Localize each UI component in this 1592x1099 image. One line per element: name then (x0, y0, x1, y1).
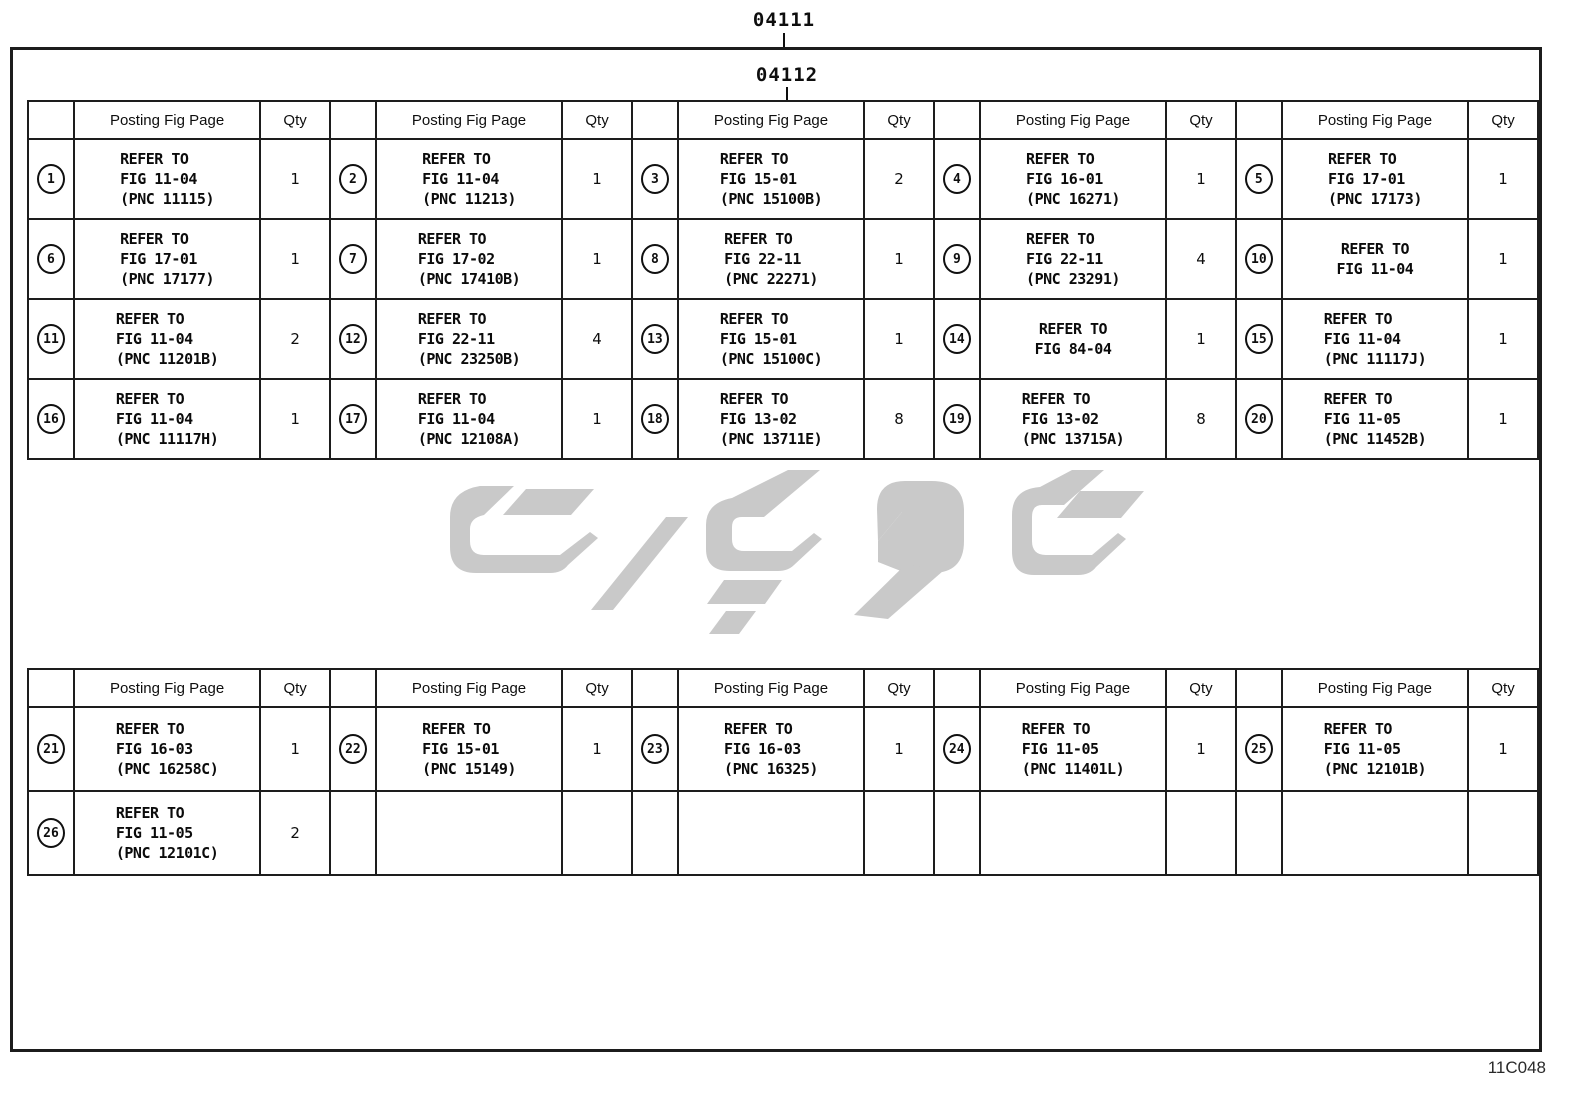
qty-cell: 1 (562, 139, 632, 219)
ref-line: (PNC 12108A) (417, 430, 521, 448)
item-number-cell (632, 139, 678, 219)
item-number-badge: 1 (37, 164, 65, 194)
item-number-cell (28, 139, 74, 219)
col-header-posting-fig-page: Posting Fig Page (678, 669, 864, 707)
qty-cell: 1 (260, 139, 330, 219)
posting-fig-cell (74, 139, 260, 219)
item-number-badge: 21 (37, 734, 65, 764)
col-header-qty: Qty (562, 101, 632, 139)
col-header-posting-fig-page: Posting Fig Page (376, 669, 562, 707)
item-number-cell (632, 379, 678, 459)
qty-cell: 4 (562, 299, 632, 379)
ref-line: (PNC 11213) (422, 190, 516, 208)
ref-line: (PNC 11401L) (1021, 760, 1125, 778)
posting-fig-ref (120, 149, 214, 209)
ref-line: FIG 22-11 (724, 250, 801, 268)
qty-cell: 1 (1468, 379, 1538, 459)
col-header-index (1236, 669, 1282, 707)
col-header-qty: Qty (1468, 101, 1538, 139)
posting-fig-ref (1026, 149, 1120, 209)
ref-line: REFER TO (719, 150, 789, 168)
ref-line: (PNC 16271) (1026, 190, 1120, 208)
ref-line: REFER TO (422, 150, 491, 168)
ref-line: REFER TO (1323, 720, 1392, 738)
posting-fig-cell (980, 791, 1166, 875)
item-number-cell (934, 299, 980, 379)
ref-line: FIG 22-11 (1026, 250, 1103, 268)
ref-line: FIG 11-04 (1323, 330, 1401, 348)
item-number-cell (632, 299, 678, 379)
qty-cell: 1 (1468, 299, 1538, 379)
ref-line: FIG 11-05 (1323, 410, 1401, 428)
posting-fig-ref (422, 719, 516, 779)
item-number-badge: 23 (641, 734, 669, 764)
item-number-badge: 5 (1245, 164, 1273, 194)
posting-fig-ref (418, 229, 520, 289)
posting-fig-cell (678, 139, 864, 219)
ref-line: REFER TO (120, 150, 189, 168)
qty-cell: 1 (1468, 707, 1538, 791)
item-number-cell (28, 379, 74, 459)
item-number-cell (1236, 299, 1282, 379)
item-number-badge: 20 (1245, 404, 1273, 434)
ref-line: REFER TO (417, 390, 487, 408)
item-number-cell (934, 379, 980, 459)
section-code-04112: 04112 (755, 64, 819, 86)
ref-line: (PNC 22271) (724, 270, 818, 288)
posting-fig-ref (116, 309, 218, 369)
qty-cell: 1 (562, 219, 632, 299)
qty-cell: 1 (1166, 707, 1236, 791)
item-number-cell (330, 139, 376, 219)
posting-fig-cell (980, 219, 1166, 299)
qty-cell: 1 (260, 707, 330, 791)
posting-fig-ref (720, 389, 822, 449)
col-header-qty: Qty (1166, 101, 1236, 139)
item-number-badge: 3 (641, 164, 669, 194)
col-header-qty: Qty (260, 101, 330, 139)
ref-line: FIG 16-03 (115, 740, 193, 758)
posting-fig-cell (1282, 299, 1468, 379)
posting-fig-ref (1324, 309, 1426, 369)
ref-line: REFER TO (1026, 150, 1095, 168)
ref-line: REFER TO (1323, 390, 1392, 408)
item-number-badge: 6 (37, 244, 65, 274)
col-header-qty: Qty (864, 101, 934, 139)
col-header-index (934, 101, 980, 139)
item-number-badge: 17 (339, 404, 367, 434)
posting-fig-cell (74, 299, 260, 379)
ref-line: FIG 17-01 (1328, 170, 1405, 188)
item-number-cell (632, 707, 678, 791)
posting-fig-cell (74, 707, 260, 791)
ref-line: FIG 11-04 (422, 170, 499, 188)
posting-fig-cell (376, 139, 562, 219)
col-header-posting-fig-page: Posting Fig Page (74, 669, 260, 707)
col-header-index (330, 669, 376, 707)
qty-cell: 1 (864, 707, 934, 791)
ref-line: FIG 15-01 (719, 170, 797, 188)
ref-line: FIG 13-02 (719, 410, 797, 428)
col-header-qty: Qty (864, 669, 934, 707)
ref-line: (PNC 11452B) (1323, 430, 1427, 448)
posting-fig-ref (116, 803, 218, 863)
qty-cell: 1 (864, 299, 934, 379)
col-header-index (28, 101, 74, 139)
item-number-cell (1236, 379, 1282, 459)
connector-tick-top (783, 33, 785, 47)
qty-cell: 1 (1166, 139, 1236, 219)
posting-fig-cell (376, 299, 562, 379)
item-number-badge: 11 (37, 324, 65, 354)
ref-line: FIG 11-05 (115, 824, 193, 842)
qty-cell: 1 (562, 707, 632, 791)
posting-fig-cell (980, 707, 1166, 791)
item-number-badge: 4 (943, 164, 971, 194)
col-header-posting-fig-page: Posting Fig Page (74, 101, 260, 139)
item-number-badge: 13 (641, 324, 669, 354)
ref-line: (PNC 15149) (422, 760, 516, 778)
item-number-cell (934, 791, 980, 875)
qty-cell: 8 (864, 379, 934, 459)
posting-table-2 (27, 668, 1539, 876)
item-number-cell (1236, 707, 1282, 791)
posting-fig-ref (720, 309, 822, 369)
ref-line: (PNC 13711E) (719, 430, 823, 448)
qty-cell (864, 791, 934, 875)
table-row (28, 219, 1538, 299)
ref-line: REFER TO (115, 310, 185, 328)
ref-line: FIG 17-02 (417, 250, 495, 268)
ref-line: (PNC 17177) (120, 270, 214, 288)
posting-fig-ref (1035, 319, 1112, 359)
ref-line: (PNC 15100B) (719, 190, 823, 208)
posting-fig-cell (980, 299, 1166, 379)
posting-fig-cell (376, 379, 562, 459)
ref-line: (PNC 13715A) (1021, 430, 1125, 448)
posting-fig-cell (1282, 707, 1468, 791)
qty-cell (1468, 791, 1538, 875)
ref-line: FIG 16-01 (1026, 170, 1103, 188)
posting-fig-cell (1282, 379, 1468, 459)
item-number-cell (28, 219, 74, 299)
item-number-cell (28, 299, 74, 379)
col-header-qty: Qty (562, 669, 632, 707)
item-number-cell (1236, 219, 1282, 299)
ref-line: (PNC 12101C) (115, 844, 219, 862)
ref-line: FIG 13-02 (1021, 410, 1099, 428)
posting-fig-cell (980, 379, 1166, 459)
ref-line: FIG 11-04 (115, 330, 193, 348)
table-row (28, 791, 1538, 875)
item-number-badge: 12 (339, 324, 367, 354)
ref-line: REFER TO (1328, 150, 1397, 168)
item-number-badge: 25 (1245, 734, 1273, 764)
item-number-cell (934, 707, 980, 791)
ref-line: REFER TO (417, 230, 487, 248)
posting-fig-cell (1282, 219, 1468, 299)
item-number-badge: 18 (641, 404, 669, 434)
page-border-frame (10, 47, 1542, 1052)
ref-line: FIG 11-04 (417, 410, 495, 428)
posting-fig-ref (1328, 149, 1422, 209)
posting-fig-cell (678, 299, 864, 379)
drawing-code-label: 11C048 (1487, 1058, 1546, 1077)
ref-line: REFER TO (724, 230, 793, 248)
item-number-badge: 7 (339, 244, 367, 274)
col-header-posting-fig-page: Posting Fig Page (980, 669, 1166, 707)
ref-line: (PNC 17173) (1328, 190, 1422, 208)
ref-line: (PNC 16325) (724, 760, 818, 778)
col-header-index (632, 669, 678, 707)
ref-line: FIG 11-04 (120, 170, 197, 188)
posting-fig-cell (980, 139, 1166, 219)
item-number-cell (330, 219, 376, 299)
col-header-posting-fig-page: Posting Fig Page (1282, 101, 1468, 139)
col-header-posting-fig-page: Posting Fig Page (980, 101, 1166, 139)
posting-fig-ref (720, 149, 822, 209)
qty-cell: 4 (1166, 219, 1236, 299)
ref-line: REFER TO (422, 720, 491, 738)
table-row (28, 139, 1538, 219)
ref-line: REFER TO (724, 720, 793, 738)
item-number-cell (330, 299, 376, 379)
ref-line: (PNC 15100C) (719, 350, 823, 368)
ref-line: REFER TO (1026, 230, 1095, 248)
col-header-qty: Qty (260, 669, 330, 707)
posting-fig-cell (74, 379, 260, 459)
qty-cell: 2 (260, 299, 330, 379)
ref-line: (PNC 11115) (120, 190, 214, 208)
ref-line: FIG 11-04 (115, 410, 193, 428)
qty-cell: 1 (562, 379, 632, 459)
item-number-badge: 19 (943, 404, 971, 434)
ref-line: REFER TO (719, 310, 789, 328)
ref-line: (PNC 23250B) (417, 350, 521, 368)
posting-fig-cell (376, 791, 562, 875)
posting-fig-cell (74, 791, 260, 875)
item-number-badge: 14 (943, 324, 971, 354)
ref-line: REFER TO (115, 390, 185, 408)
qty-cell: 1 (1468, 219, 1538, 299)
posting-fig-ref (422, 149, 516, 209)
posting-fig-cell (74, 219, 260, 299)
posting-fig-cell (678, 379, 864, 459)
posting-fig-cell (1282, 791, 1468, 875)
col-header-index (1236, 101, 1282, 139)
posting-fig-ref (1337, 239, 1414, 279)
item-number-cell (28, 791, 74, 875)
posting-fig-ref (418, 309, 520, 369)
ref-line: REFER TO (115, 804, 185, 822)
item-number-cell (934, 139, 980, 219)
posting-fig-cell (376, 707, 562, 791)
item-number-badge: 8 (641, 244, 669, 274)
col-header-index (330, 101, 376, 139)
ref-line: FIG 17-01 (120, 250, 197, 268)
ref-line: FIG 84-04 (1034, 340, 1112, 358)
col-header-index (934, 669, 980, 707)
posting-fig-ref (1026, 229, 1120, 289)
item-number-badge: 15 (1245, 324, 1273, 354)
ref-line: (PNC 11201B) (115, 350, 219, 368)
ref-line: REFER TO (1021, 720, 1090, 738)
posting-fig-ref (116, 389, 218, 449)
qty-cell: 1 (260, 379, 330, 459)
ref-line: FIG 15-01 (719, 330, 797, 348)
item-number-cell (632, 791, 678, 875)
posting-fig-cell (678, 791, 864, 875)
ref-line: (PNC 16258C) (115, 760, 219, 778)
posting-fig-cell (1282, 139, 1468, 219)
ref-line: REFER TO (1038, 320, 1108, 338)
ref-line: FIG 16-03 (724, 740, 801, 758)
posting-fig-cell (678, 219, 864, 299)
item-number-badge: 10 (1245, 244, 1273, 274)
posting-fig-ref (724, 719, 818, 779)
item-number-cell (28, 707, 74, 791)
posting-fig-ref (418, 389, 520, 449)
posting-fig-ref (1022, 719, 1124, 779)
ref-line: (PNC 12101B) (1323, 760, 1427, 778)
ref-line: (PNC 11117J) (1323, 350, 1427, 368)
item-number-badge: 16 (37, 404, 65, 434)
ref-line: REFER TO (417, 310, 487, 328)
posting-table-1 (27, 100, 1539, 460)
qty-cell: 1 (1468, 139, 1538, 219)
item-number-cell (934, 219, 980, 299)
watermark-logo (440, 465, 1150, 640)
posting-fig-ref (1022, 389, 1124, 449)
item-number-badge: 22 (339, 734, 367, 764)
ref-line: FIG 22-11 (417, 330, 495, 348)
item-number-badge: 24 (943, 734, 971, 764)
col-header-posting-fig-page: Posting Fig Page (678, 101, 864, 139)
ref-line: FIG 15-01 (422, 740, 499, 758)
item-number-cell (1236, 791, 1282, 875)
col-header-qty: Qty (1468, 669, 1538, 707)
item-number-cell (632, 219, 678, 299)
ref-line: REFER TO (1021, 390, 1091, 408)
col-header-index (632, 101, 678, 139)
col-header-posting-fig-page: Posting Fig Page (1282, 669, 1468, 707)
posting-fig-cell (376, 219, 562, 299)
table-row (28, 299, 1538, 379)
item-number-badge: 9 (943, 244, 971, 274)
posting-fig-ref (1324, 719, 1426, 779)
col-header-index (28, 669, 74, 707)
table-row (28, 379, 1538, 459)
posting-fig-ref (116, 719, 218, 779)
ref-line: FIG 11-05 (1323, 740, 1401, 758)
item-number-cell (330, 379, 376, 459)
posting-fig-ref (120, 229, 214, 289)
ref-line: (PNC 11117H) (115, 430, 219, 448)
item-number-cell (330, 707, 376, 791)
table-row (28, 707, 1538, 791)
qty-cell: 8 (1166, 379, 1236, 459)
ref-line: FIG 11-04 (1336, 260, 1414, 278)
qty-cell: 1 (864, 219, 934, 299)
posting-fig-cell (678, 707, 864, 791)
item-number-badge: 2 (339, 164, 367, 194)
qty-cell: 1 (260, 219, 330, 299)
item-number-cell (330, 791, 376, 875)
qty-cell: 2 (260, 791, 330, 875)
item-number-badge: 26 (37, 818, 65, 848)
ref-line: REFER TO (120, 230, 189, 248)
qty-cell: 2 (864, 139, 934, 219)
section-code-04111: 04111 (752, 9, 816, 31)
ref-line: FIG 11-05 (1021, 740, 1099, 758)
ref-line: (PNC 17410B) (417, 270, 521, 288)
col-header-posting-fig-page: Posting Fig Page (376, 101, 562, 139)
item-number-cell (1236, 139, 1282, 219)
posting-fig-ref (724, 229, 818, 289)
ref-line: REFER TO (719, 390, 789, 408)
posting-fig-ref (1324, 389, 1426, 449)
qty-cell: 1 (1166, 299, 1236, 379)
qty-cell (1166, 791, 1236, 875)
ref-line: REFER TO (115, 720, 185, 738)
ref-line: REFER TO (1323, 310, 1392, 328)
col-header-qty: Qty (1166, 669, 1236, 707)
qty-cell (562, 791, 632, 875)
ref-line: (PNC 23291) (1026, 270, 1120, 288)
ref-line: REFER TO (1340, 240, 1410, 258)
